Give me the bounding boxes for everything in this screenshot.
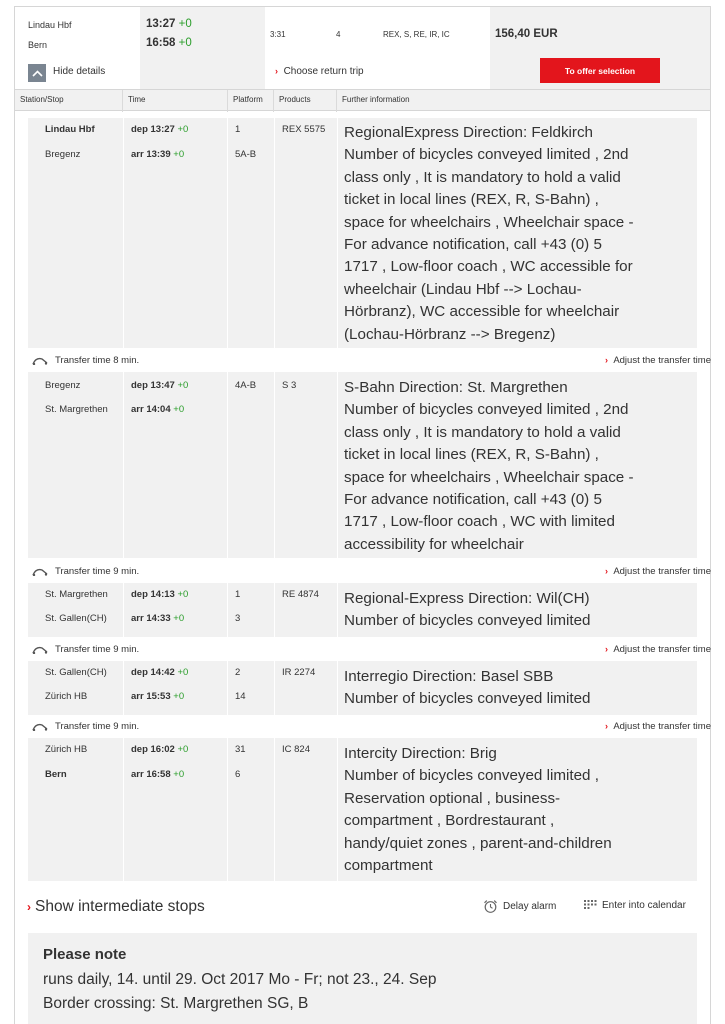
leg-arr-time: arr 16:58 +0 [131, 769, 185, 780]
leg-info: S-Bahn Direction: St. Margrethen Number of bicycles conveyed limited , 2nd class only , It is mandatory to hold a valid ticket in local lines (REX, R, S-Bahn) , space for wheelchairs , Wheelchair space - For advance notification, call +43 (0) 5 1717 , Low-floor coach , WC with limited accessibility for wheelchair [344, 379, 634, 553]
transfer-row [28, 561, 711, 583]
chevron-right-icon: › [605, 355, 609, 365]
leg-arr-platform: 3 [235, 613, 241, 624]
col-time: Time [128, 95, 146, 104]
column-headers [15, 89, 710, 111]
offer-selection-button[interactable]: To offer selection [540, 58, 660, 83]
leg-arr-station: Bern [45, 769, 67, 780]
calendar-button[interactable] [583, 899, 686, 911]
summary-duration: 3:31 [270, 30, 286, 39]
leg-info: Intercity Direction: Brig Number of bicycles conveyed limited , Reservation optional , business- compartment , Bordrestaurant , handy/quiet zones , parent-and-children compartment [344, 745, 612, 875]
chevron-right-icon: › [605, 644, 609, 654]
leg-dep-platform: 31 [235, 744, 246, 755]
adjust-transfer-link[interactable]: › Adjust the transfer time [605, 721, 711, 732]
leg-dep-platform: 1 [235, 589, 241, 600]
summary-from-station: Lindau Hbf [28, 20, 72, 30]
leg-product[interactable]: RE 4874 [282, 589, 319, 600]
transfer-time: Transfer time 8 min. [55, 355, 140, 366]
alarm-clock-icon [483, 899, 498, 914]
leg-arr-platform: 5A-B [235, 149, 257, 160]
transfer-time: Transfer time 9 min. [55, 721, 140, 732]
note-line: runs daily, 14. until 29. Oct 2017 Mo - Fr; not 23., 24. Sep [43, 971, 437, 988]
transfer-row [28, 716, 711, 738]
walk-transfer-icon [32, 646, 48, 654]
leg-arr-station: Bregenz [45, 149, 81, 160]
leg-product[interactable]: S 3 [282, 380, 297, 391]
transfer-row [28, 350, 711, 372]
show-intermediate-stops-link[interactable]: › Show intermediate stops [27, 898, 205, 915]
note-line: Border crossing: St. Margrethen SG, B [43, 995, 309, 1012]
choose-return-trip-link[interactable]: › Choose return trip [275, 66, 364, 77]
journey-leg [28, 118, 697, 348]
leg-arr-platform: 14 [235, 691, 246, 702]
leg-dep-station: St. Gallen(CH) [45, 667, 107, 678]
journey-leg [28, 738, 697, 881]
hide-details-label[interactable]: Hide details [53, 66, 106, 77]
note-title: Please note [43, 946, 127, 963]
summary-to-station: Bern [28, 40, 48, 50]
leg-dep-station: Bregenz [45, 380, 81, 391]
adjust-transfer-link[interactable]: › Adjust the transfer time [605, 644, 711, 655]
walk-transfer-icon [32, 568, 48, 576]
col-platform: Platform [233, 95, 263, 104]
delay-alarm-label[interactable]: Delay alarm [503, 901, 557, 912]
leg-info: RegionalExpress Direction: Feldkirch Number of bicycles conveyed limited , 2nd class only , It is mandatory to hold a valid ticket in local lines (REX, R, S-Bahn) , space for wheelchairs , Wheelchair space - For advance notification, call +43 (0) 5 1717 , Low-floor coach , WC accessible for wheelchair (Lindau Hbf --> Lochau- Hörbranz), WC accessible for wheelchair (Lochau-Hörbranz --> Bregenz) [344, 124, 634, 343]
leg-dep-platform: 1 [235, 124, 241, 135]
leg-dep-platform: 4A-B [235, 380, 257, 391]
summary-arr-time: 16:58 +0 [146, 37, 192, 49]
please-note-box [28, 933, 697, 1024]
chevron-up-icon [32, 70, 43, 77]
walk-transfer-icon [32, 723, 48, 731]
summary-products: REX, S, RE, IR, IC [383, 30, 450, 39]
col-products: Products [279, 95, 311, 104]
transfer-time: Transfer time 9 min. [55, 644, 140, 655]
connection-card [14, 6, 711, 1024]
leg-dep-time: dep 16:02 +0 [131, 744, 189, 755]
summary-changes: 4 [336, 30, 341, 39]
calendar-label[interactable]: Enter into calendar [602, 899, 686, 911]
leg-dep-station: Zürich HB [45, 744, 88, 755]
leg-arr-station: Zürich HB [45, 691, 88, 702]
leg-arr-time: arr 14:04 +0 [131, 404, 185, 415]
leg-arr-time: arr 14:33 +0 [131, 613, 185, 624]
leg-dep-time: dep 14:13 +0 [131, 589, 189, 600]
chevron-right-icon: › [275, 66, 278, 76]
leg-dep-station: Lindau Hbf [45, 124, 95, 135]
transfer-row [28, 639, 711, 661]
leg-arr-station: St. Margrethen [45, 404, 108, 415]
hide-details-button[interactable] [28, 64, 46, 82]
leg-arr-time: arr 13:39 +0 [131, 149, 185, 160]
journey-leg [28, 583, 697, 637]
adjust-transfer-link[interactable]: › Adjust the transfer time [605, 355, 711, 366]
chevron-right-icon: › [605, 721, 609, 731]
leg-arr-time: arr 15:53 +0 [131, 691, 185, 702]
summary-price: 156,40 EUR [495, 28, 558, 40]
chevron-right-icon: › [27, 900, 31, 914]
journey-leg [28, 372, 697, 558]
leg-dep-time: dep 14:42 +0 [131, 667, 189, 678]
col-info: Further information [342, 95, 410, 104]
leg-product[interactable]: REX 5575 [282, 124, 326, 135]
delay-alarm-button[interactable] [483, 899, 556, 914]
walk-transfer-icon [32, 357, 48, 365]
chevron-right-icon: › [605, 566, 609, 576]
transfer-time: Transfer time 9 min. [55, 566, 140, 577]
leg-dep-platform: 2 [235, 667, 241, 678]
leg-dep-time: dep 13:27 +0 [131, 124, 189, 135]
journey-leg [28, 661, 697, 715]
connection-summary [15, 7, 710, 89]
calendar-icon [583, 899, 597, 911]
leg-dep-station: St. Margrethen [45, 589, 108, 600]
summary-dep-time: 13:27 +0 [146, 18, 192, 30]
leg-product[interactable]: IC 824 [282, 744, 310, 755]
adjust-transfer-link[interactable]: › Adjust the transfer time [605, 566, 711, 577]
leg-info: Interregio Direction: Basel SBB Number of bicycles conveyed limited [344, 668, 591, 708]
leg-info: Regional-Express Direction: Wil(CH) Number of bicycles conveyed limited [344, 590, 591, 630]
leg-arr-platform: 6 [235, 769, 241, 780]
leg-dep-time: dep 13:47 +0 [131, 380, 189, 391]
col-station: Station/Stop [20, 95, 64, 104]
leg-arr-station: St. Gallen(CH) [45, 613, 107, 624]
leg-product[interactable]: IR 2274 [282, 667, 316, 678]
